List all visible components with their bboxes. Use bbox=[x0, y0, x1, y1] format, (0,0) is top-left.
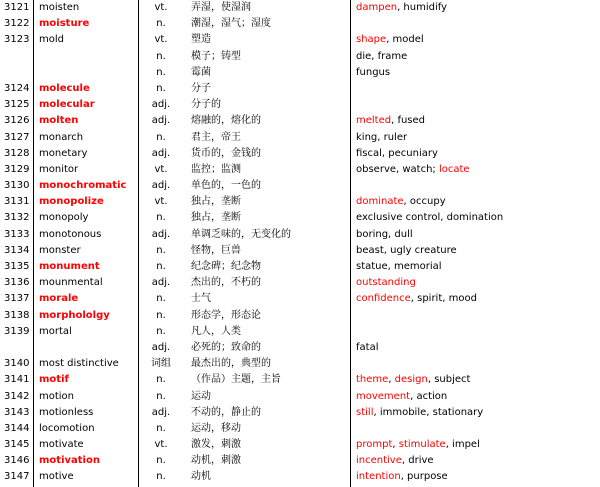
synonym-text: , drive bbox=[401, 455, 434, 467]
entry-number: 3143 bbox=[4, 406, 30, 418]
table-row bbox=[0, 243, 600, 259]
table-row bbox=[0, 81, 600, 97]
table-row bbox=[0, 308, 600, 324]
part-of-speech: n. bbox=[156, 293, 166, 305]
part-of-speech: adj. bbox=[151, 99, 171, 111]
synonyms bbox=[356, 292, 477, 306]
part-of-speech: adj. bbox=[151, 180, 171, 192]
part-of-speech: n. bbox=[156, 471, 166, 483]
part-of-speech: n. bbox=[156, 131, 166, 143]
chinese-definition: 单色的，一色的 bbox=[191, 180, 261, 192]
chinese-definition: 杰出的，不朽的 bbox=[191, 277, 261, 289]
chinese-definition: 激发，刺激 bbox=[191, 439, 241, 451]
part-of-speech: adj. bbox=[151, 341, 171, 353]
key-synonym: theme bbox=[356, 374, 389, 386]
chinese-definition: 运动，移动 bbox=[191, 422, 241, 434]
entry-word: monument bbox=[39, 261, 100, 272]
synonym-text: , occupy bbox=[403, 196, 446, 208]
chinese-definition: 霉菌 bbox=[191, 66, 211, 78]
chinese-definition: 必死的；致命的 bbox=[191, 341, 261, 353]
entry-number: 3137 bbox=[4, 293, 30, 305]
chinese-definition: 形态学，形态论 bbox=[191, 309, 261, 321]
entry-number: 3128 bbox=[4, 147, 30, 159]
entry-word: moisten bbox=[39, 2, 80, 13]
entry-word: moisture bbox=[39, 18, 90, 30]
chinese-definition: 独占，垄断 bbox=[191, 196, 241, 208]
part-of-speech: vt. bbox=[154, 34, 168, 46]
entry-word: monster bbox=[39, 244, 81, 256]
table-row bbox=[0, 372, 600, 388]
part-of-speech: adj. bbox=[151, 406, 171, 418]
entry-word: morale bbox=[39, 293, 79, 305]
entry-word: motionless bbox=[39, 406, 94, 418]
entry-number: 3139 bbox=[4, 325, 30, 337]
entry-number: 3141 bbox=[4, 374, 30, 386]
chinese-definition: （作品）主题，主旨 bbox=[191, 374, 281, 386]
entry-number: 3130 bbox=[4, 180, 30, 192]
chinese-definition: 最杰出的，典型的 bbox=[191, 358, 271, 370]
synonyms bbox=[356, 147, 438, 161]
entry-number: 3134 bbox=[4, 244, 30, 256]
table-row bbox=[0, 16, 600, 32]
table-row bbox=[0, 194, 600, 210]
part-of-speech: n. bbox=[156, 309, 166, 321]
entry-word: monitor bbox=[39, 163, 79, 175]
chinese-definition: 士气 bbox=[191, 293, 211, 305]
key-synonym: shape bbox=[356, 34, 387, 46]
synonym-text: fungus bbox=[356, 66, 391, 78]
chinese-definition: 模子；铸型 bbox=[191, 50, 241, 62]
chinese-definition: 动机，刺激 bbox=[191, 455, 241, 467]
chinese-definition: 分子的 bbox=[191, 99, 221, 111]
chinese-definition: 单调乏味的，无变化的 bbox=[191, 228, 291, 240]
entry-number: 3147 bbox=[4, 471, 30, 483]
synonym-text: , spirit, mood bbox=[410, 293, 477, 305]
chinese-definition: 熔融的，熔化的 bbox=[191, 115, 261, 127]
entry-word: monarch bbox=[39, 131, 84, 143]
chinese-definition: 货币的，金钱的 bbox=[191, 147, 261, 159]
synonyms bbox=[356, 260, 442, 274]
synonyms bbox=[356, 1, 447, 15]
entry-word: monopoly bbox=[39, 212, 89, 224]
synonyms bbox=[356, 195, 446, 209]
part-of-speech: n. bbox=[156, 66, 166, 78]
synonym-text: , immobile, stationary bbox=[373, 406, 484, 418]
entry-number: 3138 bbox=[4, 309, 30, 321]
entry-word: molten bbox=[39, 115, 79, 127]
table-row bbox=[0, 65, 600, 81]
synonyms bbox=[356, 50, 407, 64]
synonyms bbox=[356, 406, 483, 420]
table-row bbox=[0, 275, 600, 291]
entry-word: locomotion bbox=[39, 422, 95, 434]
table-row bbox=[0, 437, 600, 453]
table-row bbox=[0, 291, 600, 307]
entry-word: motivation bbox=[39, 455, 100, 467]
chinese-definition: 运动 bbox=[191, 390, 211, 402]
table-row bbox=[0, 356, 600, 372]
key-synonym: dominate bbox=[356, 196, 404, 208]
entry-word: mortal bbox=[39, 325, 72, 337]
synonyms bbox=[356, 470, 448, 484]
entry-number: 3123 bbox=[4, 34, 30, 46]
entry-word: mold bbox=[39, 34, 64, 46]
key-synonym: stimulate bbox=[398, 439, 446, 451]
part-of-speech: vt. bbox=[154, 439, 168, 451]
part-of-speech: n. bbox=[156, 390, 166, 402]
synonym-text: , impel bbox=[445, 439, 480, 451]
synonym-text: observe, watch; bbox=[356, 163, 439, 175]
part-of-speech: n. bbox=[156, 374, 166, 386]
entry-number: 3124 bbox=[4, 82, 30, 94]
part-of-speech: n. bbox=[156, 18, 166, 30]
table-row bbox=[0, 259, 600, 275]
part-of-speech: adj. bbox=[151, 115, 171, 127]
part-of-speech: n. bbox=[156, 261, 166, 272]
chinese-definition: 监控；监测 bbox=[191, 163, 241, 175]
chinese-definition: 弄湿，使湿润 bbox=[191, 2, 251, 13]
entry-word: monetary bbox=[39, 147, 88, 159]
synonyms bbox=[356, 390, 447, 404]
synonyms bbox=[356, 244, 457, 258]
entry-word: motivate bbox=[39, 439, 84, 451]
table-row bbox=[0, 469, 600, 485]
key-synonym: design bbox=[394, 374, 428, 386]
synonyms bbox=[356, 228, 413, 242]
entry-number: 3145 bbox=[4, 439, 30, 451]
synonyms bbox=[356, 33, 424, 47]
table-row bbox=[0, 113, 600, 129]
entry-number: 3135 bbox=[4, 261, 30, 272]
table-row bbox=[0, 210, 600, 226]
table-row bbox=[0, 421, 600, 437]
entry-word: most distinctive bbox=[39, 358, 119, 370]
chinese-definition: 潮湿，湿气；湿度 bbox=[191, 18, 271, 30]
entry-word: motion bbox=[39, 390, 75, 402]
chinese-definition: 分子 bbox=[191, 82, 211, 94]
synonym-text: king, ruler bbox=[356, 131, 408, 143]
synonyms bbox=[356, 454, 434, 468]
key-synonym: confidence bbox=[356, 293, 411, 305]
synonyms bbox=[356, 114, 425, 128]
entry-number: 3136 bbox=[4, 277, 30, 289]
chinese-definition: 怪物，巨兽 bbox=[191, 244, 241, 256]
entry-word: molecular bbox=[39, 99, 95, 111]
entry-number: 3133 bbox=[4, 228, 30, 240]
synonym-text: fatal bbox=[356, 341, 379, 353]
table-row bbox=[0, 146, 600, 162]
entry-number: 3144 bbox=[4, 422, 30, 434]
chinese-definition: 独占，垄断 bbox=[191, 212, 241, 224]
table-row bbox=[0, 324, 600, 340]
table-row bbox=[0, 389, 600, 405]
synonym-text: , bbox=[388, 374, 395, 386]
entry-number: 3140 bbox=[4, 358, 30, 370]
table-row bbox=[0, 32, 600, 48]
entry-number: 3142 bbox=[4, 390, 30, 402]
part-of-speech: n. bbox=[156, 455, 166, 467]
synonym-text: boring, dull bbox=[356, 228, 413, 240]
synonym-text: , model bbox=[386, 34, 424, 46]
chinese-definition: 凡人，人类 bbox=[191, 325, 241, 337]
table-row bbox=[0, 227, 600, 243]
chinese-definition: 不动的，静止的 bbox=[191, 406, 261, 418]
key-synonym: movement bbox=[356, 390, 411, 402]
key-synonym: incentive bbox=[356, 455, 402, 467]
entry-number: 3127 bbox=[4, 131, 30, 143]
synonyms bbox=[356, 276, 416, 290]
synonyms bbox=[356, 131, 407, 145]
entry-word: monopolize bbox=[39, 196, 104, 208]
synonym-text: , subject bbox=[427, 374, 471, 386]
synonym-text: beast, ugly creature bbox=[356, 244, 457, 256]
chinese-definition: 君主，帝王 bbox=[191, 131, 241, 143]
synonyms bbox=[356, 66, 390, 80]
key-synonym: melted bbox=[356, 115, 392, 127]
table-row bbox=[0, 178, 600, 194]
entry-word: molecule bbox=[39, 82, 90, 94]
synonym-text: , action bbox=[410, 390, 448, 402]
part-of-speech: adj. bbox=[151, 277, 171, 289]
synonyms bbox=[356, 438, 480, 452]
part-of-speech: n. bbox=[156, 325, 166, 337]
part-of-speech: 词组 bbox=[151, 358, 171, 370]
table-row bbox=[0, 340, 600, 356]
entry-word: morphololgy bbox=[39, 309, 110, 321]
synonyms bbox=[356, 373, 470, 387]
table-row bbox=[0, 97, 600, 113]
synonym-text: exclusive control, domination bbox=[356, 212, 504, 224]
key-synonym: dampen bbox=[356, 2, 398, 13]
table-row bbox=[0, 0, 600, 16]
synonym-text: , humidify bbox=[397, 2, 448, 13]
chinese-definition: 塑造 bbox=[191, 34, 211, 46]
synonym-text: , purpose bbox=[400, 471, 448, 483]
part-of-speech: vt. bbox=[154, 163, 168, 175]
synonyms bbox=[356, 341, 378, 355]
table-row bbox=[0, 405, 600, 421]
synonym-text: , bbox=[392, 439, 399, 451]
synonym-text: fiscal, pecuniary bbox=[356, 147, 438, 159]
part-of-speech: n. bbox=[156, 50, 166, 62]
entry-number: 3131 bbox=[4, 196, 30, 208]
part-of-speech: adj. bbox=[151, 228, 171, 240]
synonym-text: statue, memorial bbox=[356, 261, 442, 272]
chinese-definition: 纪念碑；纪念物 bbox=[191, 261, 261, 272]
entry-word: motif bbox=[39, 374, 69, 386]
part-of-speech: vt. bbox=[154, 196, 168, 208]
key-synonym: locate bbox=[438, 163, 470, 175]
key-synonym: intention bbox=[356, 471, 401, 483]
synonym-text: die, frame bbox=[356, 50, 408, 62]
synonym-text: , fused bbox=[391, 115, 426, 127]
part-of-speech: n. bbox=[156, 82, 166, 94]
key-synonym: prompt bbox=[356, 439, 393, 451]
entry-word: mounmental bbox=[39, 277, 103, 289]
entry-word: monochromatic bbox=[39, 180, 127, 192]
part-of-speech: vt. bbox=[154, 2, 168, 13]
entry-number: 3146 bbox=[4, 455, 30, 467]
entry-word: monotonous bbox=[39, 228, 102, 240]
synonyms bbox=[356, 163, 470, 177]
part-of-speech: n. bbox=[156, 244, 166, 256]
table-row bbox=[0, 162, 600, 178]
entry-number: 3125 bbox=[4, 99, 30, 111]
part-of-speech: adj. bbox=[151, 147, 171, 159]
chinese-definition: 动机 bbox=[191, 471, 211, 483]
entry-number: 3129 bbox=[4, 163, 30, 175]
entry-number: 3132 bbox=[4, 212, 30, 224]
entry-number: 3126 bbox=[4, 115, 30, 127]
table-row bbox=[0, 49, 600, 65]
entry-number: 3122 bbox=[4, 18, 30, 30]
entry-word: motive bbox=[39, 471, 74, 483]
part-of-speech: n. bbox=[156, 212, 166, 224]
synonyms bbox=[356, 211, 503, 225]
entry-number: 3121 bbox=[4, 2, 30, 13]
key-synonym: still bbox=[356, 406, 374, 418]
key-synonym: outstanding bbox=[356, 277, 416, 289]
part-of-speech: n. bbox=[156, 422, 166, 434]
table-row bbox=[0, 453, 600, 469]
table-row bbox=[0, 130, 600, 146]
